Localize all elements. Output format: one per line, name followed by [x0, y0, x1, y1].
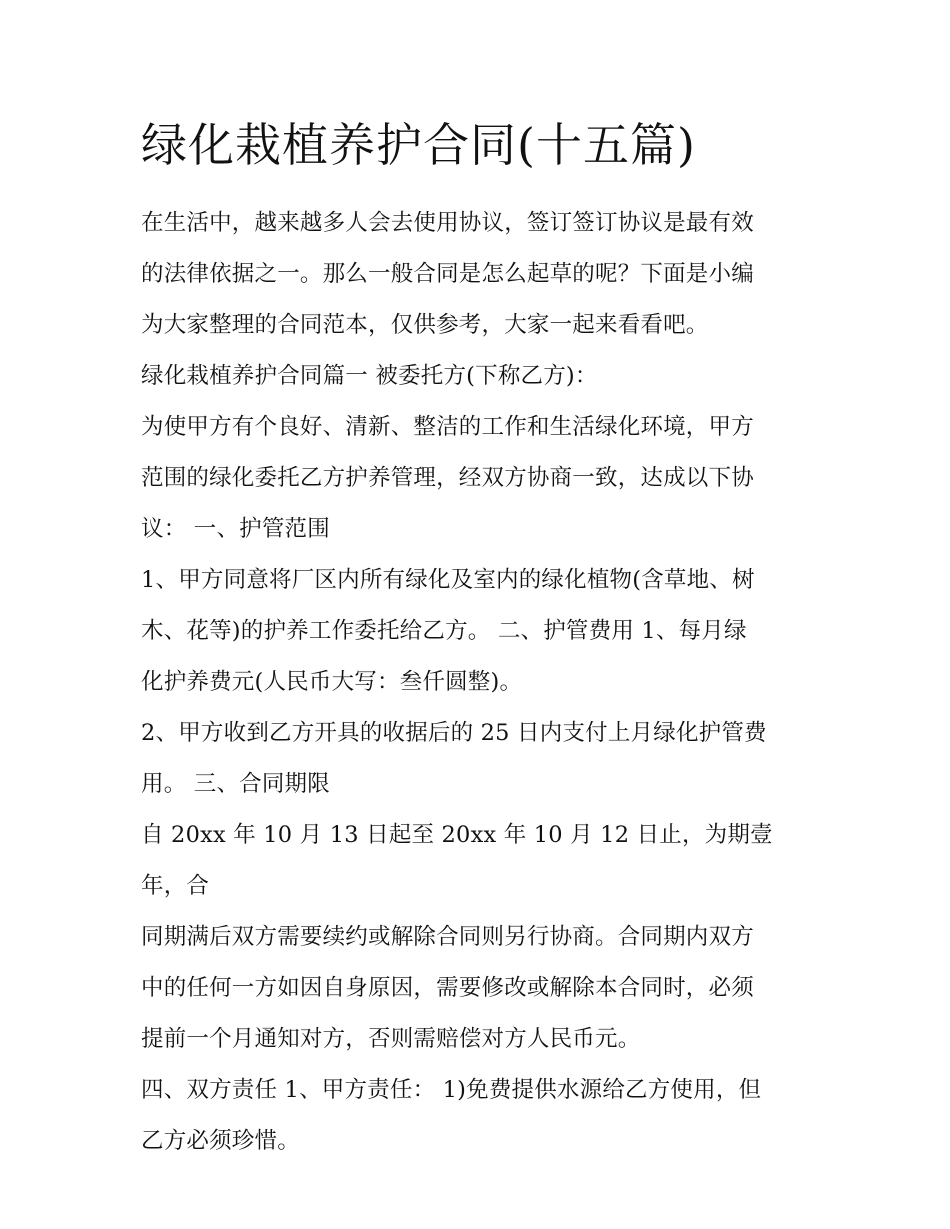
text-line: 范围的绿化委托乙方护养管理，经双方协商一致，达成以下协	[141, 465, 754, 491]
text-line: 木、花等)的护养工作委托给乙方。 二、护管费用 1、每月绿	[141, 618, 747, 644]
text-line: 在生活中，越来越多人会去使用协议，签订签订协议是最有效	[141, 210, 754, 236]
text-line: 为使甲方有个良好、清新、整洁的工作和生活绿化环境，甲方	[141, 414, 754, 440]
section-heading: 绿化栽植养护合同篇一 被委托方(下称乙方)：	[141, 363, 598, 389]
text-line: 2、甲方收到乙方开具的收据后的 25 日内支付上月绿化护管费	[141, 720, 767, 746]
document-body	[141, 112, 813, 1167]
text-line: 同期满后双方需要续约或解除合同则另行协商。合同期内双方	[141, 924, 754, 950]
text-line: 1、甲方同意将厂区内所有绿化及室内的绿化植物(含草地、树	[141, 567, 755, 593]
text-line: 化护养费元(人民币大写：叁仟圆整)。	[141, 669, 523, 695]
document-title: 绿化栽植养护合同(十五篇)	[141, 118, 696, 172]
text-line: 为大家整理的合同范本，仅供参考，大家一起来看看吧。	[141, 312, 709, 338]
text-line: 提前一个月通知对方，否则需赔偿对方人民币元。	[141, 1026, 641, 1052]
text-line: 中的任何一方如因自身原因，需要修改或解除本合同时，必须	[141, 975, 754, 1001]
text-line: 用。 三、合同期限	[141, 771, 330, 797]
text-line: 自 20xx 年 10 月 13 日起至 20xx 年 10 月 12 日止，为期壹年，合	[141, 822, 773, 899]
text-line: 的法律依据之一。那么一般合同是怎么起草的呢？下面是小编	[141, 261, 754, 287]
text-line: 乙方必须珍惜。	[141, 1128, 300, 1154]
text-line: 议： 一、护管范围	[141, 516, 330, 542]
text-line: 四、双方责任 1、甲方责任： 1)免费提供水源给乙方使用，但	[141, 1077, 762, 1103]
